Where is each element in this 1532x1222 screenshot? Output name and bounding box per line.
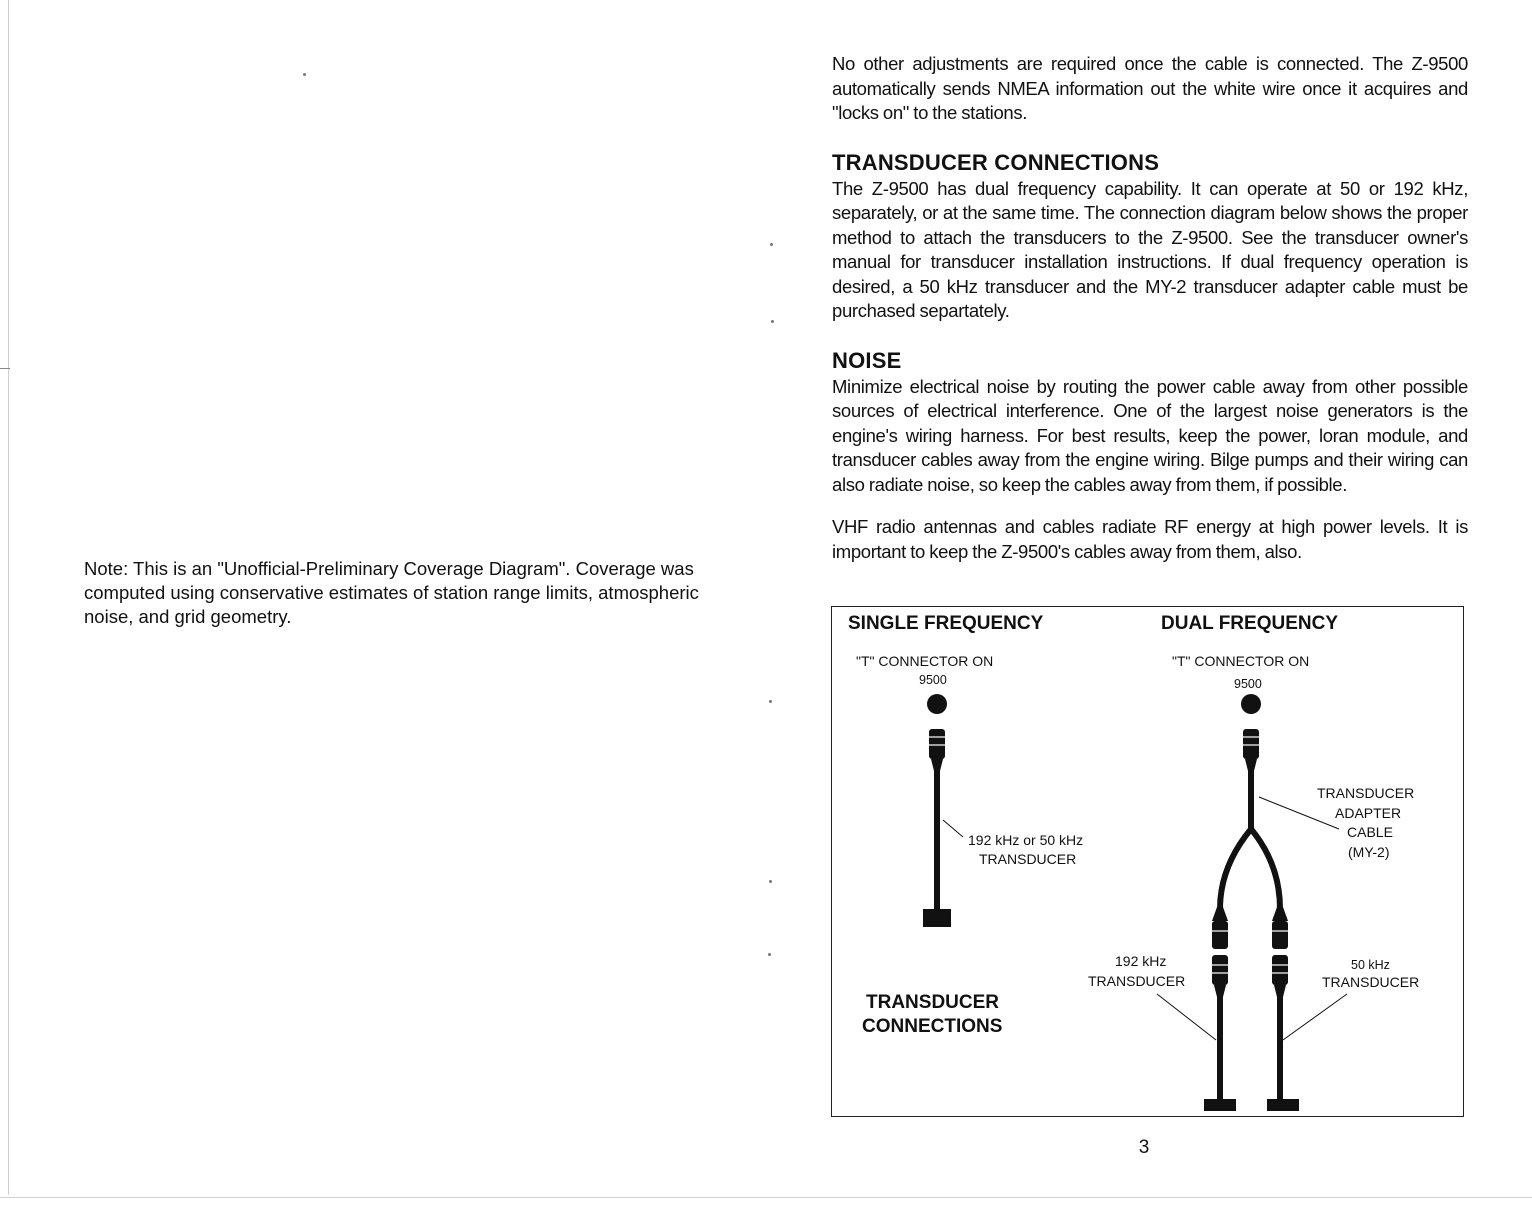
heading-noise: NOISE	[832, 347, 902, 373]
single-transducer-cable	[934, 769, 940, 911]
single-transducer-label-1: 192 kHz or 50 kHz	[968, 832, 1084, 848]
vhf-paragraph: VHF radio antennas and cables radiate RF energy at high power levels. It is important to keep the Z-9500's cables away from them, also.	[832, 516, 1468, 562]
noise-paragraph: Minimize electrical noise by routing the power cable away from other possible sources of electrical interference. One of the largest noise generators is the engine's wiring harness. For best results, keep the power, loran module, and transducer cables away from the engine wiring. Bilge pumps and their wiring can also radiate noise, so keep the cables away from them, if possible.	[832, 375, 1468, 495]
right-transducer-pointer	[1283, 994, 1347, 1040]
adapter-cable-left-branch	[1220, 829, 1251, 909]
edge-tick	[0, 368, 10, 369]
single-transducer-pointer	[943, 820, 963, 837]
speck	[770, 243, 773, 246]
adapter-label-1: TRANSDUCER	[1317, 785, 1415, 801]
single-frequency-title: SINGLE FREQUENCY	[848, 613, 1044, 634]
adapter-cable-right-branch	[1251, 829, 1280, 909]
dual-cable-plug-icon	[1243, 729, 1259, 771]
left-transducer-pointer	[1157, 994, 1216, 1040]
right-transducer-icon	[1267, 1099, 1299, 1111]
single-transducer-label-2: TRANSDUCER	[979, 851, 1077, 867]
heading-transducer-connections: TRANSDUCER CONNECTIONS	[832, 149, 1160, 175]
single-cable-plug-icon	[929, 729, 945, 771]
left-transducer-cable	[1217, 995, 1223, 1101]
speck	[768, 953, 771, 956]
single-t-connector	[927, 694, 947, 714]
speck	[769, 880, 772, 883]
transducer-paragraph: The Z-9500 has dual frequency capability. It can operate at 50 or 192 kHz, separately, or at the same time. The connection diagram below shows the proper method to attach the transducers to the Z-9500. See the transducer owner's manual for transducer installation instructions. If dual frequency operation is desired, a 50 kHz transducer and the MY-2 transducer adapter cable must be purchased separtately.	[832, 177, 1468, 321]
dual-connector-model: 9500	[1234, 677, 1262, 691]
speck	[771, 320, 774, 323]
single-connector-label: "T" CONNECTOR ON	[856, 653, 994, 669]
left-transducer-plug-icon	[1212, 955, 1228, 997]
single-transducer-icon	[923, 909, 951, 927]
dual-frequency-title: DUAL FREQUENCY	[1161, 613, 1338, 634]
transducer-connection-diagram	[831, 606, 1464, 1117]
diagram-caption-2: CONNECTIONS	[862, 1016, 1003, 1037]
adapter-cable-stem	[1248, 769, 1254, 831]
right-transducer-plug-icon	[1272, 955, 1288, 997]
right-transducer-cable	[1277, 995, 1283, 1101]
left-adapter-plug-icon	[1212, 907, 1228, 949]
adapter-label-2: ADAPTER	[1335, 805, 1402, 821]
left-transducer-icon	[1204, 1099, 1236, 1111]
page-edge-left	[8, 0, 9, 1195]
page-edge-bottom	[0, 1197, 1532, 1198]
coverage-note: Note: This is an "Unofficial-Preliminary Coverage Diagram". Coverage was computed using conservative estimates of station range limits, atmospheric noise, and grid geometry.	[84, 558, 699, 627]
diagram-caption-1: TRANSDUCER	[866, 992, 999, 1013]
left-transducer-label-1: 192 kHz	[1115, 953, 1167, 969]
dual-t-connector	[1241, 694, 1261, 714]
single-connector-model: 9500	[919, 673, 947, 687]
right-column	[832, 52, 1468, 564]
dual-connector-label: "T" CONNECTOR ON	[1172, 653, 1310, 669]
speck	[769, 700, 772, 703]
adapter-pointer	[1259, 797, 1339, 829]
right-transducer-label-2: TRANSDUCER	[1322, 974, 1420, 990]
right-transducer-label-1: 50 kHz	[1351, 958, 1390, 972]
left-transducer-label-2: TRANSDUCER	[1088, 973, 1186, 989]
adapter-label-4: (MY-2)	[1348, 844, 1390, 860]
intro-paragraph: No other adjustments are required once the cable is connected. The Z-9500 automatically sends NMEA information out the white wire once it acquires and "locks on" to the stations.	[832, 53, 1468, 123]
right-adapter-plug-icon	[1272, 907, 1288, 949]
diagram-canvas	[832, 607, 1465, 1118]
page-number: 3	[1138, 1137, 1150, 1158]
speck	[303, 73, 306, 76]
adapter-label-3: CABLE	[1347, 824, 1393, 840]
